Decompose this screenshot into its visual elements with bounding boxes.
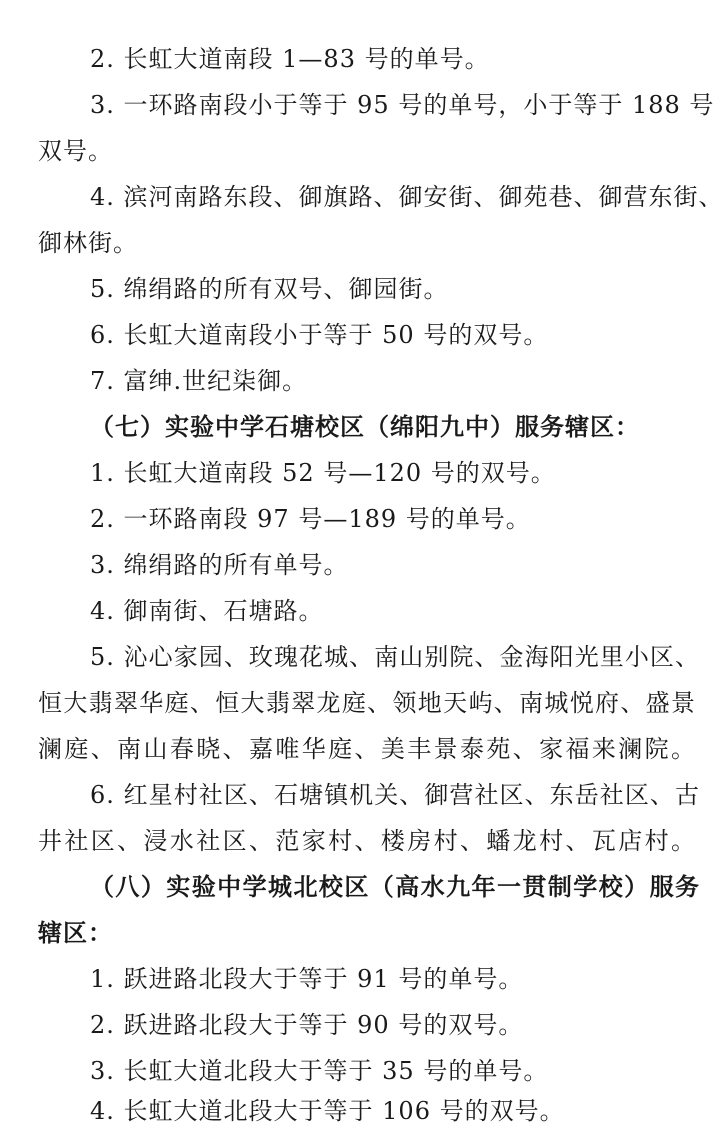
text-line: 御林街。 bbox=[38, 229, 138, 257]
text-line: 5. 沁心家园、玫瑰花城、南山别院、金海阳光里小区、 bbox=[90, 643, 700, 671]
text-line: 3. 一环路南段小于等于 95 号的单号，小于等于 188 号 bbox=[90, 91, 715, 119]
section-heading: （七）实验中学石塘校区（绵阳九中）服务辖区： bbox=[90, 413, 640, 441]
text-line: 井社区、浸水社区、范家村、楼房村、蟠龙村、瓦店村。 bbox=[38, 827, 696, 855]
text-line: 6. 长虹大道南段小于等于 50 号的双号。 bbox=[90, 321, 549, 349]
text-line: 1. 长虹大道南段 52 号—120 号的双号。 bbox=[90, 459, 556, 487]
text-line: 3. 绵绢路的所有单号。 bbox=[90, 551, 349, 579]
text-line: 7. 富绅.世纪柒御。 bbox=[90, 367, 308, 395]
section-heading-continued: 辖区： bbox=[38, 919, 113, 947]
text-line: 1. 跃进路北段大于等于 91 号的单号。 bbox=[90, 965, 524, 993]
text-line: 恒大翡翠华庭、恒大翡翠龙庭、领地天屿、南城悦府、盛景 bbox=[38, 689, 696, 717]
text-line: 2. 一环路南段 97 号—189 号的单号。 bbox=[90, 505, 531, 533]
section-heading: （八）实验中学城北校区（高水九年一贯制学校）服务 bbox=[90, 873, 700, 901]
text-line: 4. 长虹大道北段大于等于 106 号的双号。 bbox=[90, 1097, 565, 1125]
text-line: 3. 长虹大道北段大于等于 35 号的单号。 bbox=[90, 1057, 549, 1085]
text-line: 6. 红星村社区、石塘镇机关、御营社区、东岳社区、古 bbox=[90, 781, 700, 809]
text-line: 2. 跃进路北段大于等于 90 号的双号。 bbox=[90, 1011, 524, 1039]
text-line: 5. 绵绢路的所有双号、御园街。 bbox=[90, 275, 449, 303]
text-line: 4. 滨河南路东段、御旗路、御安街、御苑巷、御营东街、 bbox=[90, 183, 724, 211]
text-line: 2. 长虹大道南段 1—83 号的单号。 bbox=[90, 45, 490, 73]
text-line: 澜庭、南山春晓、嘉唯华庭、美丰景泰苑、家福来澜院。 bbox=[38, 735, 696, 763]
text-line: 双号。 bbox=[38, 137, 113, 165]
text-line: 4. 御南街、石塘路。 bbox=[90, 597, 324, 625]
